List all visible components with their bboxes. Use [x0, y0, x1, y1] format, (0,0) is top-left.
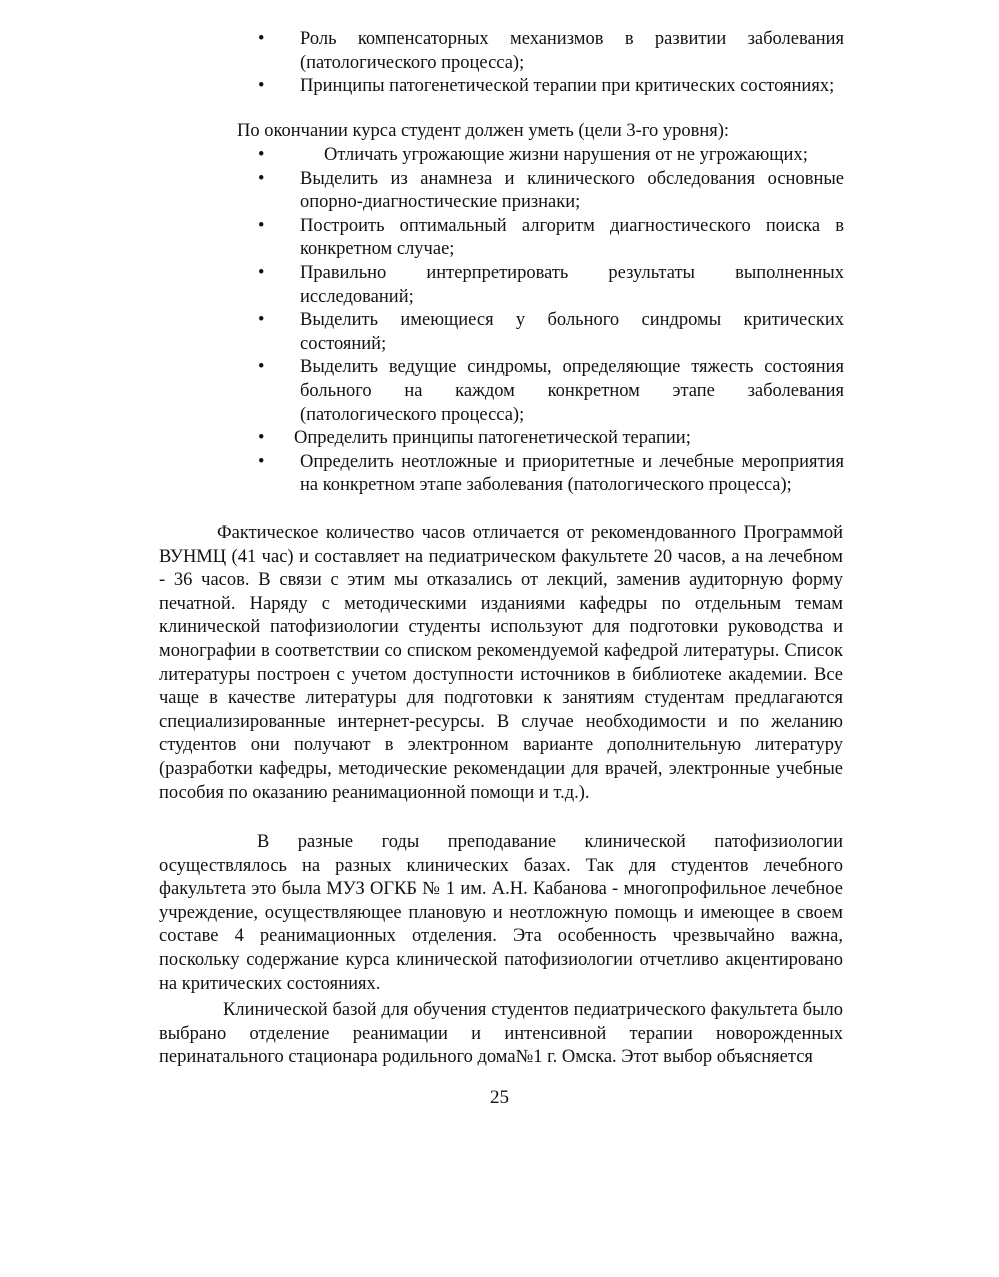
list-item-text: Принципы патогенетической терапии при критических состояниях;: [300, 76, 835, 97]
list-item-text: Построить оптимальный алгоритм диагностического поиска в конкретном случае;: [300, 215, 844, 260]
list-item: [256, 356, 844, 427]
list-item-text: Отличать угрожающие жизни нарушения от не угрожающих;: [324, 145, 808, 165]
list-item: [256, 262, 844, 309]
list-item-text: Выделить имеющиеся у больного синдромы критических состояний;: [300, 310, 844, 354]
list-item-text: Выделить из анамнеза и клинического обследования основные опорно-диагностические признаки;: [300, 168, 844, 213]
body-paragraph: Фактическое количество часов отличается от рекомендованного Программой ВУНМЦ (41 час) и составляет на педиатрическом факультете 20 часов, а на лечебном - 36 часов. В связи с этим мы отказались от лекций, заменив аудиторную форму печатной. Наряду с методическими изданиями кафедры по отдельным темам клинической патофизиологии студенты используют для подготовки руководства и монографии в соответствии со списком рекомендуемой кафедрой литературы. Список литературы построен с учетом доступности источников в библиотеке академии. Все чаще в качестве литературы для подготовки к занятиям студентам предлагаются специализированные интернет-ресурсы. В случае необходимости и по желанию студентов они получают в электронном варианте дополнительную литературу (разработки кафедры, методические рекомендации для врачей, электронные учебные пособия по оказанию реанимационной помощи и т.д.).: [159, 523, 843, 803]
bullet-icon: •: [258, 357, 265, 378]
list-item: [256, 75, 844, 99]
list-item-text: Выделить ведущие синдромы, определяющие тяжесть состояния больного на каждом конкретном этапе заболевания (патологического процесса);: [300, 357, 844, 425]
page-number: 25: [490, 1087, 509, 1108]
body-paragraph: В разные годы преподавание клинической патофизиологии осуществлялось на разных клинических базах. Так для студентов лечебного факультета это была МУЗ ОГКБ № 1 им. А.Н. Кабанова - многопрофильное лечебное учреждение, осуществляющее плановую и неотложную помощь и имеющее в своем составе 4 реанимационных отделения. Эта особенность чрезвычайно важна, поскольку содержание курса клинической патофизиологии отчетливо акцентировано на критических состояниях.: [159, 832, 843, 994]
list-item-text: Правильно интерпретировать результаты выполненных исследований;: [300, 262, 844, 307]
bullet-icon: •: [258, 310, 265, 331]
bullet-icon: •: [258, 262, 265, 283]
bullet-icon: •: [258, 168, 265, 189]
list-item: [256, 215, 844, 262]
list-item: [256, 451, 844, 498]
bullet-icon: •: [258, 451, 265, 472]
list-item-text: Определить неотложные и приоритетные и лечебные мероприятия на конкретном этапе заболевания (патологического процесса);: [300, 451, 844, 496]
list-item-text: Определить принципы патогенетической терапии;: [294, 428, 691, 449]
top-bullet-list: [256, 28, 844, 99]
goals-bullet-list: [256, 144, 844, 498]
goals-intro: По окончании курса студент должен уметь (цели 3-го уровня):: [237, 121, 730, 141]
body-paragraph: Клинической базой для обучения студентов педиатрического факультета было выбрано отделение реанимации и интенсивной терапии новорожденных перинатального стационара родильного дома№1 г. Омска. Этот выбор объясняется: [159, 1000, 843, 1068]
bullet-icon: •: [258, 76, 265, 97]
list-item: [256, 144, 844, 168]
bullet-icon: •: [258, 428, 265, 449]
bullet-icon: •: [258, 29, 265, 49]
bullet-icon: •: [258, 145, 265, 165]
list-item: [256, 168, 844, 215]
bullet-icon: •: [258, 215, 265, 236]
list-item: [256, 28, 844, 75]
list-item: [256, 309, 844, 356]
list-item-text: Роль компенсаторных механизмов в развитии заболевания (патологического процесса);: [300, 29, 844, 73]
list-item: [256, 427, 844, 451]
